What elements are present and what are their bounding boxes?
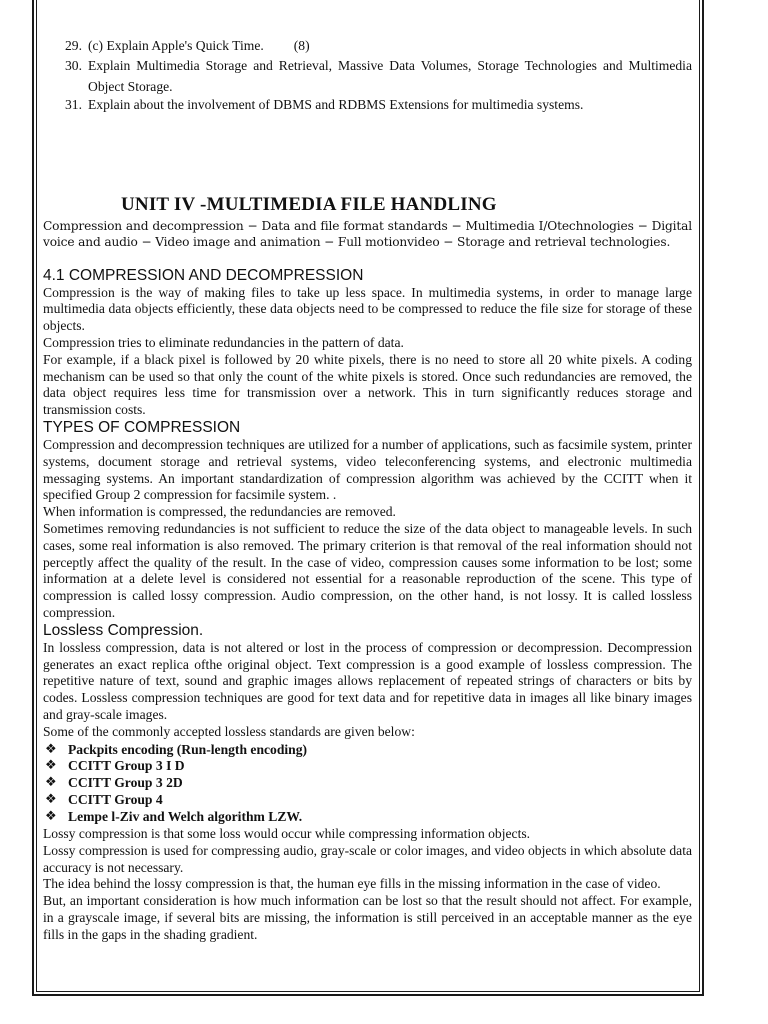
question-number: 29. [65,38,82,53]
section-heading-types: TYPES OF COMPRESSION [43,418,241,436]
diamond-bullet-icon: ❖ [45,775,57,791]
diamond-bullet-icon: ❖ [45,758,57,774]
question-text: (c) Explain Apple's Quick Time. [88,38,264,53]
list-item [43,809,692,826]
question-item [43,55,692,97]
page-content [43,38,692,944]
list-item-text: CCITT Group 3 2D [68,775,183,791]
paragraph: Lossy compression is used for compressing audio, gray-scale or color images, and video objects in which absolute data accuracy is not necessary. [43,842,692,875]
question-item [43,38,692,55]
paragraph: Compression tries to eliminate redundancies in the pattern of data. [43,334,404,350]
paragraph: But, an important consideration is how much information can be lost so that the result should not affect. For example, in a grayscale image, if several bits are missing, the information is still perceived in an acceptable manner as the eye fills in the gaps in the shading gradient. [43,893,692,942]
question-number: 30. [65,57,82,73]
section-heading-lossless: Lossless Compression. [43,621,204,639]
diamond-bullet-icon: ❖ [45,741,57,757]
list-item-text: Packpits encoding (Run-length encoding) [68,741,308,757]
question-text: Explain about the involvement of DBMS and RDBMS Extensions for multimedia systems. [88,96,584,112]
paragraph: The idea behind the lossy compression is that, the human eye fills in the missing information in the case of video. [43,876,661,892]
paragraph: When information is compressed, the redundancies are removed. [43,504,396,520]
list-item [43,742,692,759]
list-item-text: CCITT Group 3 I D [68,758,185,774]
paragraph: Some of the commonly accepted lossless standards are given below: [43,723,415,739]
list-item [43,775,692,792]
list-item-text: CCITT Group 4 [68,792,163,808]
lossless-standards-list [43,742,692,827]
paragraph: Lossy compression is that some loss would occur while compressing information objects. [43,826,531,842]
unit-syllabus: Compression and decompression − Data and file format standards − Multimedia I/Otechnologies − Digital voice and audio − Video image and animation − Full motionvideo − Storage and retrieval technologies. [43,218,692,250]
diamond-bullet-icon: ❖ [45,792,57,808]
diamond-bullet-icon: ❖ [45,809,57,825]
question-text: Explain Multimedia Storage and Retrieval, Massive Data Volumes, Storage Technologies and Multimedia Object Storage. [88,57,692,94]
unit-title: UNIT IV -MULTIMEDIA FILE HANDLING [121,193,497,215]
question-number: 31. [65,96,82,112]
list-item [43,792,692,809]
paragraph: Compression and decompression techniques are utilized for a number of applications, such as facsimile system, printer systems, document storage and retrieval systems, video teleconferencing systems, and electronic multimedia messaging systems. An important standardization of compression algorithm was achieved by the CCITT when it specified Group 2 compression for facsimile system. . [43,436,692,503]
section-heading-compression: 4.1 COMPRESSION AND DECOMPRESSION [43,266,364,284]
paragraph: Compression is the way of making files to take up less space. In multimedia systems, in order to manage large multimedia data objects efficiently, these data objects need to be compressed to reduce the file size for storage of these objects. [43,284,692,334]
list-item-text: Lempe l-Ziv and Welch algorithm LZW. [68,809,303,825]
question-marks: (8) [293,38,310,53]
paragraph: Sometimes removing redundancies is not sufficient to reduce the size of the data object to manageable levels. In such cases, some real information is also removed. The primary criterion is that removal of the real information should not perceptly affect the quality of the result. In the case of video, compression causes some information to be lost; some information at a delete level is considered not essential for a reasonable reproduction of the scene. This type of compression is called lossy compression. Audio compression, on the other hand, is not lossy. It is called lossless compression. [43,520,692,620]
question-item [43,97,692,114]
paragraph: For example, if a black pixel is followed by 20 white pixels, there is no need to store all 20 white pixels. A coding mechanism can be used so that only the count of the white pixels is stored. Once such redundancies are removed, the data object requires less time for transmission over a network. This in turn significantly reduces storage and transmission costs. [43,351,692,418]
list-item [43,758,692,775]
question-list [43,38,692,114]
paragraph: In lossless compression, data is not altered or lost in the process of compression or decompression. Decompression generates an exact replica ofthe original object. Text compression is a good example of lossless compression. The repetitive nature of text, sound and graphic images allows replacement of repeated strings of characters or bits by codes. Lossless compression techniques are good for text data and for repetitive data in images all like binary images and gray-scale images. [43,639,692,722]
